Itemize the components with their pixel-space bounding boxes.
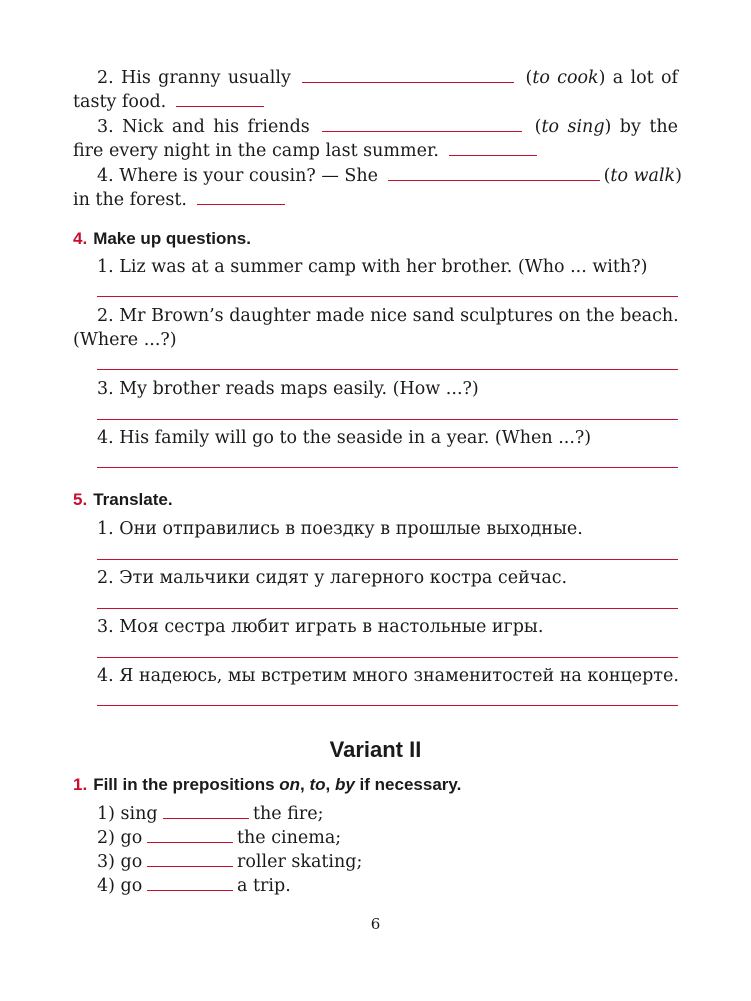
answer-blank[interactable] <box>322 115 522 132</box>
answer-line[interactable] <box>97 657 678 658</box>
s3-item-2-line2: tasty food. <box>73 90 678 114</box>
s3-item-3-line2: fire every night in the camp last summer. <box>73 139 678 163</box>
answer-line[interactable] <box>97 419 678 420</box>
s3-item-4-line2: in the forest. <box>73 188 678 212</box>
answer-blank[interactable] <box>147 850 233 867</box>
task-4-item-2: 2. Mr Brown’s daughter made nice sand sculptures on the beach. <box>97 306 679 326</box>
task-5-heading: 5. Translate. <box>73 490 173 509</box>
v2-item-2: 2) go the cinema; <box>97 828 342 848</box>
task-4-item-3: 3. My brother reads maps easily. (How ...?) <box>97 379 479 399</box>
v2-item-1: 1) sing the fire; <box>97 804 324 824</box>
s3-item-2-line1: 2. His granny usually (to cook) a lot of <box>97 68 678 88</box>
answer-line[interactable] <box>97 467 678 468</box>
answer-blank[interactable] <box>147 874 233 891</box>
v2-task-1-heading: 1. Fill in the prepositions on, to, by if necessary. <box>73 775 462 794</box>
s3-item-3-line1: 3. Nick and his friends (to sing) by the <box>97 117 678 137</box>
answer-blank[interactable] <box>197 188 285 205</box>
answer-blank[interactable] <box>147 826 233 843</box>
task-4-item-4: 4. His family will go to the seaside in a year. (When ...?) <box>97 428 592 448</box>
page-number: 6 <box>370 915 381 933</box>
answer-line[interactable] <box>97 296 678 297</box>
answer-line[interactable] <box>97 559 678 560</box>
task-5-item-1: 1. Они отправились в поездку в прошлые выходные. <box>97 519 583 539</box>
task-5-item-3: 3. Моя сестра любит играть в настольные игры. <box>97 617 544 637</box>
answer-blank[interactable] <box>388 164 600 181</box>
s3-item-4-line1: 4. Where is your cousin? — She (to walk) <box>97 166 682 186</box>
task-4-item-2-cont: (Where ...?) <box>73 330 177 350</box>
task-4-item-1: 1. Liz was at a summer camp with her brother. (Who ... with?) <box>97 257 648 277</box>
answer-blank[interactable] <box>163 802 249 819</box>
answer-line[interactable] <box>97 705 678 706</box>
answer-blank[interactable] <box>302 66 514 83</box>
task-5-item-4: 4. Я надеюсь, мы встретим много знаменитостей на концерте. <box>97 666 679 686</box>
v2-item-4: 4) go a trip. <box>97 876 291 896</box>
answer-line[interactable] <box>97 369 678 370</box>
task-5-item-2: 2. Эти мальчики сидят у лагерного костра сейчас. <box>97 568 568 588</box>
v2-item-3: 3) go roller skating; <box>97 852 363 872</box>
answer-blank[interactable] <box>449 139 537 156</box>
variant-title: Variant II <box>329 737 422 762</box>
answer-line[interactable] <box>97 608 678 609</box>
task-4-heading: 4. Make up questions. <box>73 229 251 248</box>
answer-blank[interactable] <box>176 90 264 107</box>
